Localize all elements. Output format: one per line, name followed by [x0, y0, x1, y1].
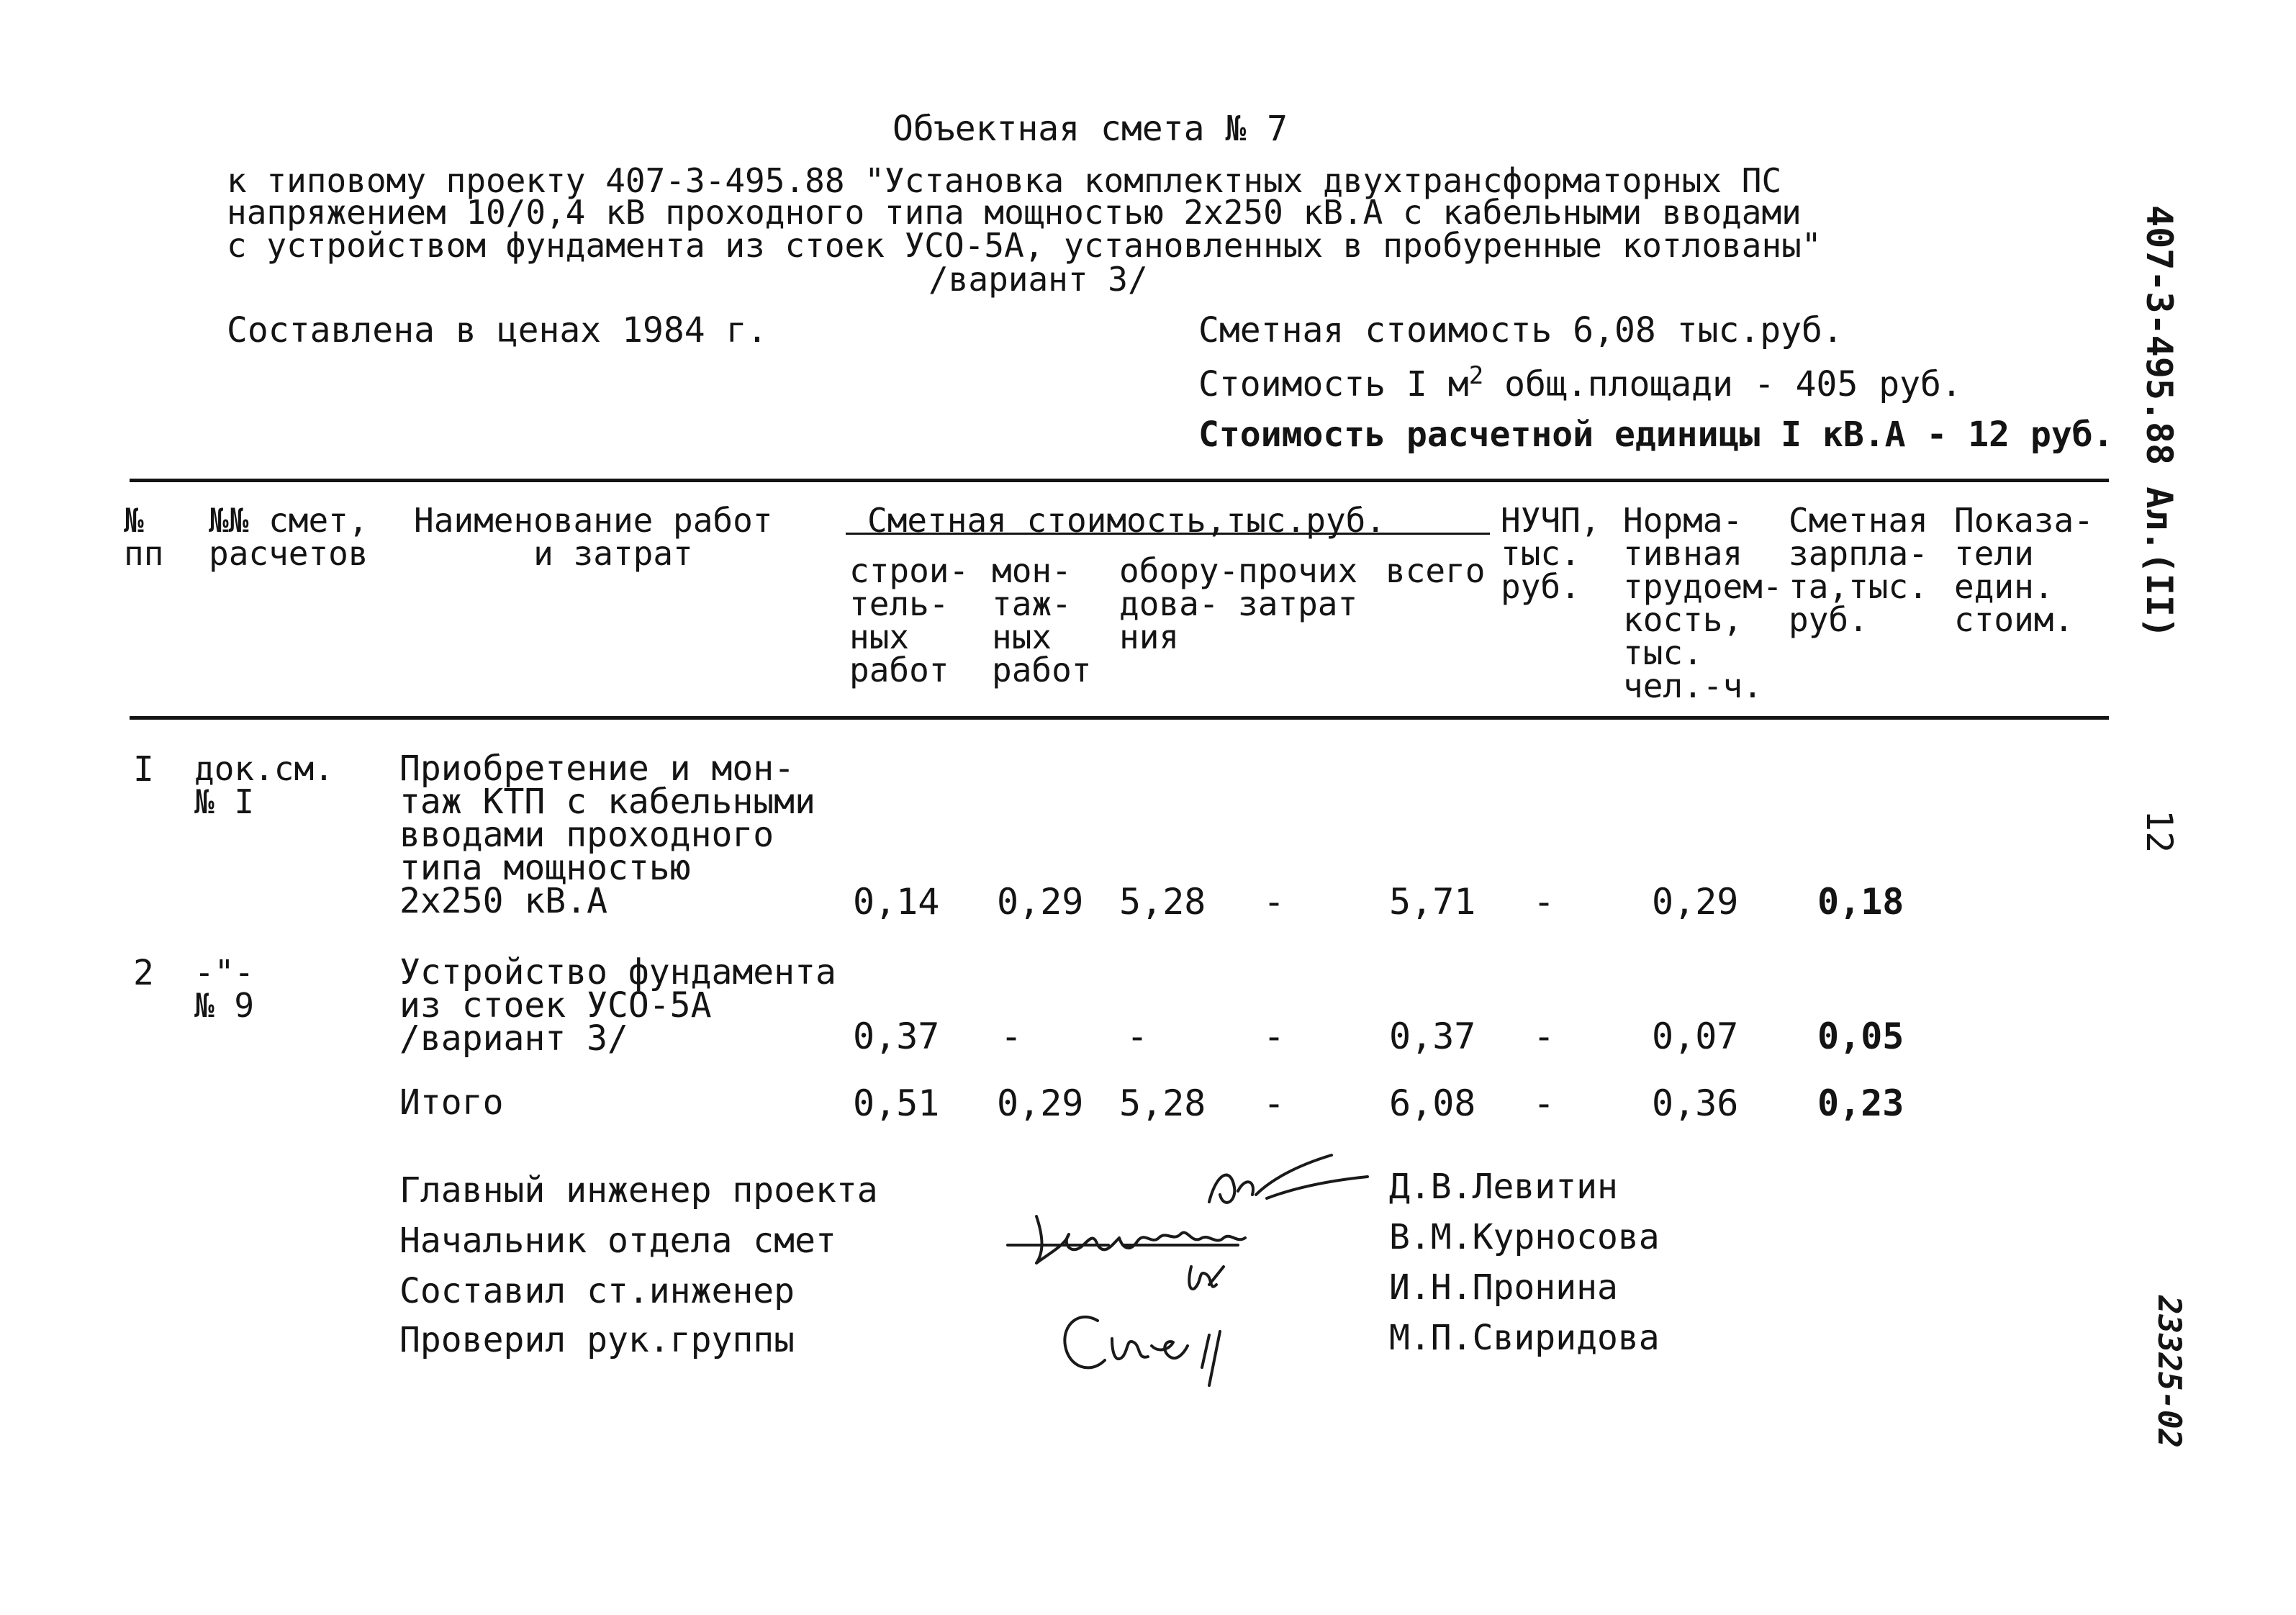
table-top-rule [130, 479, 2109, 482]
totals-construction: 0,51 [853, 1082, 940, 1124]
header-installation: мон- таж- ных работ [992, 551, 1092, 689]
signature-name-2: В.М.Курносова [1389, 1217, 1660, 1257]
cost-per-m2-suffix: общ.площади - 405 руб. [1483, 364, 1962, 404]
header-wages: Сметная зарпла- та,тыс. руб. [1789, 501, 1928, 639]
header-estimate-nums: №№ смет, расчетов [209, 501, 369, 573]
estimated-cost: Сметная стоимость 6,08 тыс.руб. [1198, 310, 1843, 350]
totals-label: Итого [399, 1082, 504, 1123]
header-cost-group: Сметная стоимость,тыс.руб. [867, 501, 1386, 540]
document-title: Объектная смета № 7 [892, 109, 1288, 149]
subtitle-line-4: /вариант 3/ [928, 260, 1148, 299]
signature-name-1: Д.В.Левитин [1389, 1167, 1618, 1207]
row-1-name: Приобретение и мон- таж КТП с кабельными вводами проходного типа мощностью 2х250 кВ.А [399, 748, 815, 921]
signature-role-2: Начальник отдела смет [399, 1221, 836, 1261]
header-num: № пп [124, 501, 164, 573]
header-bottom-rule [130, 716, 2109, 720]
row-1-construction: 0,14 [853, 881, 940, 923]
row-2-labor: 0,07 [1652, 1015, 1739, 1057]
row-2-doc: -"- № 9 [194, 953, 255, 1025]
header-construction: строи- тель- ных работ [849, 551, 970, 689]
row-1-installation: 0,29 [997, 881, 1084, 923]
signature-2-stroke [1008, 1216, 1245, 1263]
signature-role-3: Составил ст.инженер [399, 1271, 795, 1311]
cost-per-unit: Стоимость расчетной единицы I кВ.А - 12 руб. [1198, 415, 2114, 455]
header-total: всего [1386, 551, 1486, 590]
signature-name-4: М.П.Свиридова [1389, 1318, 1660, 1358]
row-1-equipment: 5,28 [1119, 881, 1206, 923]
row-1-wages: 0,18 [1817, 881, 1904, 923]
prices-basis: Составлена в ценах 1984 г. [227, 310, 768, 350]
signature-4-stroke [1065, 1317, 1220, 1385]
row-2-wages: 0,05 [1817, 1015, 1904, 1057]
signature-1-stroke [1209, 1155, 1368, 1203]
subtitle-line-3: с устройством фундамента из стоек УСО-5А, установленных в пробуренные котлованы" [227, 226, 1822, 265]
side-code: 407-3-495.88 Ал.(II) [2138, 205, 2180, 639]
archive-number: 23325-02 [2151, 1295, 2187, 1448]
subtitle-line-2: напряжением 10/0,4 кВ проходного типа мощностью 2х250 кВ.А с кабельными вводами [227, 193, 1802, 232]
row-1-doc: док.см. № I [194, 749, 334, 821]
signature-role-4: Проверил рук.группы [399, 1320, 795, 1360]
totals-wages: 0,23 [1817, 1082, 1904, 1124]
totals-installation: 0,29 [997, 1082, 1084, 1124]
totals-total: 6,08 [1389, 1082, 1476, 1124]
totals-labor: 0,36 [1652, 1082, 1739, 1124]
cost-per-m2-prefix: Стоимость I м [1198, 364, 1469, 404]
signature-3-stroke [1189, 1267, 1224, 1289]
header-equipment: обору- дова- ния [1119, 551, 1239, 656]
row-2-name: Устройство фундамента из стоек УСО-5А /вариант 3/ [399, 952, 836, 1059]
subtitle-line-1: к типовому проекту 407-3-495.88 "Установка комплектных двухтрансформаторных ПС [227, 161, 1782, 200]
signature-name-3: И.Н.Пронина [1389, 1267, 1618, 1308]
header-indicators: Показа- тели един. стоим. [1954, 501, 2094, 639]
row-2-nuchp: - [1533, 1015, 1555, 1057]
row-1-other: - [1263, 881, 1285, 923]
row-1-nuchp: - [1533, 881, 1555, 923]
row-1-labor: 0,29 [1652, 881, 1739, 923]
header-name: Наименование работ и затрат [414, 501, 773, 573]
cost-per-m2 [1198, 363, 1962, 402]
totals-nuchp: - [1533, 1082, 1555, 1124]
header-other: прочих затрат [1238, 551, 1358, 623]
header-labor: Норма- тивная трудоем- кость, тыс. чел.-ч. [1623, 501, 1783, 705]
row-2-equipment: - [1126, 1015, 1149, 1057]
totals-other: - [1263, 1082, 1285, 1124]
signature-role-1: Главный инженер проекта [399, 1170, 878, 1211]
row-2-other: - [1263, 1015, 1285, 1057]
row-2-num: 2 [133, 953, 154, 993]
header-nuchp: НУЧП, тыс. руб. [1501, 501, 1601, 606]
totals-equipment: 5,28 [1119, 1082, 1206, 1124]
row-1-num: I [133, 749, 154, 790]
row-2-installation: - [1000, 1015, 1023, 1057]
page-number: 12 [2138, 810, 2180, 854]
row-2-construction: 0,37 [853, 1015, 940, 1057]
cost-per-m2-sup: 2 [1468, 361, 1484, 390]
row-2-total: 0,37 [1389, 1015, 1476, 1057]
handwritten-signatures [993, 1137, 1396, 1439]
row-1-total: 5,71 [1389, 881, 1476, 923]
